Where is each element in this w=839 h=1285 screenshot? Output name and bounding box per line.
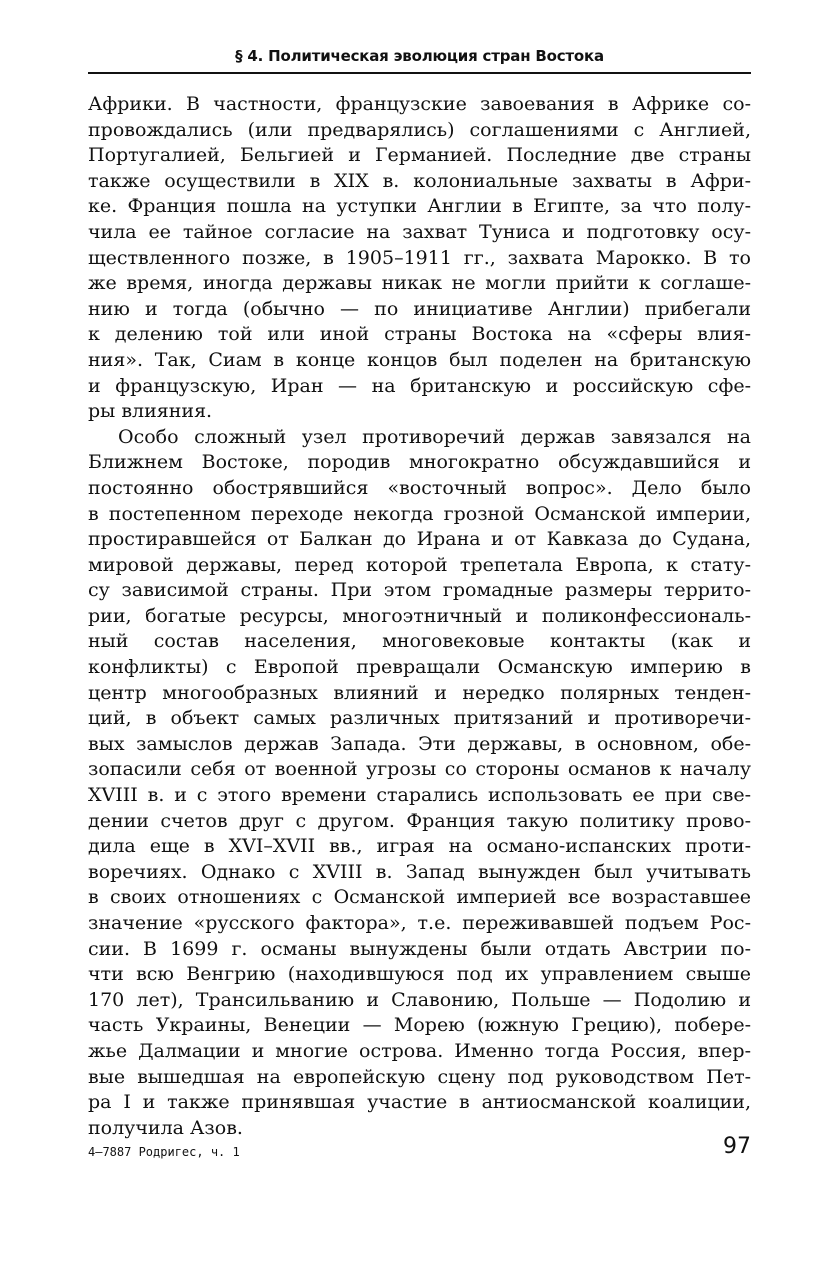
text-line: вые вышедшая на европейскую сцену под руководством Пет- <box>88 1065 751 1088</box>
text-line: простиравшейся от Балкан до Ирана и от Кавказа до Судана, <box>88 528 751 551</box>
text-line: ке. Франция пошла на уступки Англии в Египте, за что полу- <box>88 195 751 218</box>
text-line: ный состав населения, многовековые контакты (как и <box>88 630 751 653</box>
text-line: Ближнем Востоке, породив многократно обсуждавшийся и <box>88 451 751 474</box>
text-line: 170 лет), Трансильванию и Славонию, Польше — Подолию и <box>88 988 751 1011</box>
text-line: ществленного позже, в 1905–1911 гг., захвата Марокко. В то <box>88 246 751 269</box>
text-line: зопасили себя от военной угрозы со стороны османов к началу <box>88 758 751 781</box>
text-line: чила ее тайное согласие на захват Туниса и подготовку осу- <box>88 220 751 243</box>
text-line: ры влияния. <box>88 400 213 423</box>
text-line: провождались (или предварялись) соглашениями с Англией, <box>88 118 751 141</box>
text-line: постоянно обострявшийся «восточный вопрос». Дело было <box>88 476 751 499</box>
paragraph-2 <box>88 425 751 1142</box>
text-line: к делению той или иной страны Востока на «сферы влия- <box>88 323 751 346</box>
text-line: воречиях. Однако с XVIII в. Запад вынужден был учитывать <box>88 860 751 883</box>
text-line: дении счетов друг с другом. Франция такую политику прово- <box>88 809 751 832</box>
text-line: XVIII в. и с этого времени старались использовать ее при све- <box>88 784 751 807</box>
text-line: су зависимой страны. При этом громадные размеры террито- <box>88 579 751 602</box>
text-line: же время, иногда державы никак не могли прийти к соглаше- <box>88 272 751 295</box>
text-line: значение «русского фактора», т.е. переживавшей подъем Рос- <box>88 912 751 934</box>
running-header: § 4. Политическая эволюция стран Востока <box>235 47 604 65</box>
text-line: Африки. В частности, французские завоевания в Африке со- <box>88 93 751 115</box>
text-line: в своих отношениях с Османской империей все возраставшее <box>88 886 751 909</box>
text-line: центр многообразных влияний и нередко полярных тенден- <box>88 681 751 704</box>
text-line: нию и тогда (обычно — по инициативе Англии) прибегали <box>88 297 751 320</box>
text-line: получила Азов. <box>88 1116 243 1139</box>
printer-signature: 4—7887 Родригес, ч. 1 <box>88 1145 240 1159</box>
text-line: конфликты) с Европой превращали Османскую империю в <box>88 656 751 679</box>
text-line: рии, богатые ресурсы, многоэтничный и поликонфессиональ- <box>88 604 751 627</box>
paragraph-1 <box>88 92 751 425</box>
text-line: дила еще в XVI–XVII вв., играя на османо-испанских проти- <box>88 835 751 858</box>
text-line: сии. В 1699 г. османы вынуждены были отдать Австрии по- <box>88 937 751 960</box>
page-number: 97 <box>723 1134 751 1159</box>
text-line: мировой державы, перед которой трепетала Европа, к стату- <box>88 553 751 576</box>
text-line: в постепенном переходе некогда грозной Османской империи, <box>88 502 751 525</box>
text-line: ния». Так, Сиам в конце концов был поделен на британскую <box>88 348 751 371</box>
text-line: чти всю Венгрию (находившуюся под их управлением свыше <box>88 963 751 986</box>
text-line: Португалией, Бельгией и Германией. Последние две страны <box>88 144 751 167</box>
text-line: часть Украины, Венеции — Морею (южную Грецию), побере- <box>88 1014 751 1037</box>
text-line: вых замыслов держав Запада. Эти державы, в основном, обе- <box>88 732 751 755</box>
text-line: Особо сложный узел противоречий держав завязался на <box>118 425 751 448</box>
header-rule <box>88 72 751 74</box>
text-line: также осуществили в XIX в. колониальные захваты в Афри- <box>88 169 751 192</box>
text-line: ра I и также принявшая участие в антиосманской коалиции, <box>88 1091 751 1114</box>
text-line: и французскую, Иран — на британскую и российскую сфе- <box>88 374 751 397</box>
page-body <box>88 92 751 1141</box>
text-line: жье Далмации и многие острова. Именно тогда Россия, впер- <box>88 1039 751 1062</box>
text-line: ций, в объект самых различных притязаний и противоречи- <box>88 707 751 730</box>
